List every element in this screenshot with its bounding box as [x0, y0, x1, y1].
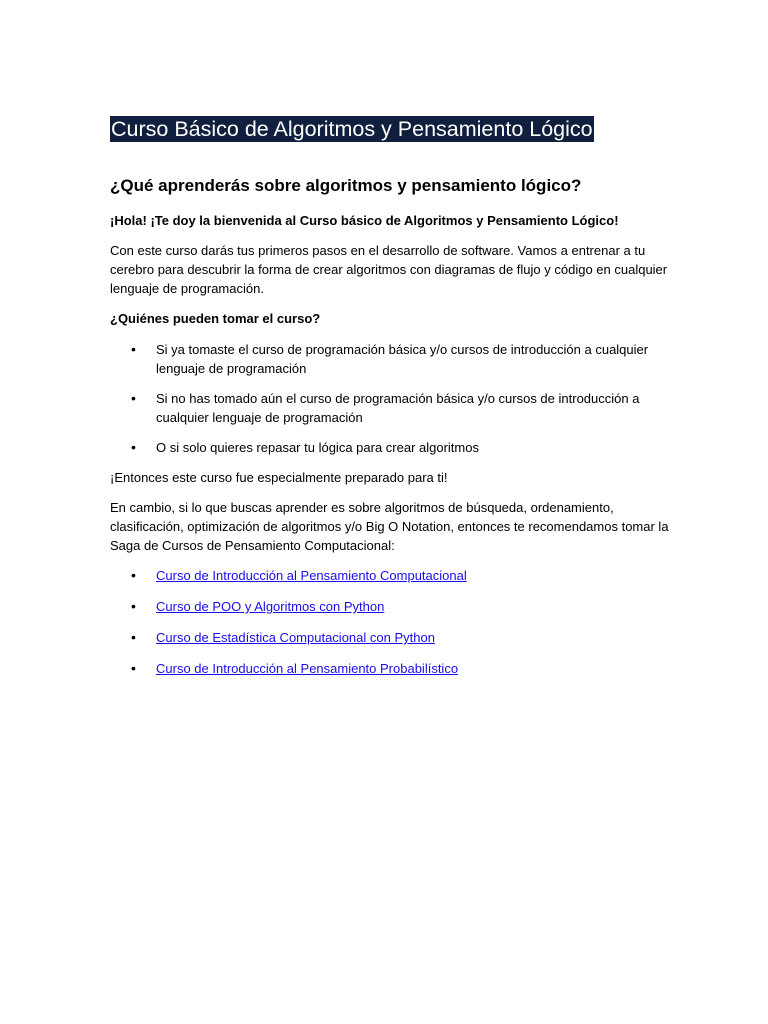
intro-paragraph: Con este curso darás tus primeros pasos en el desarrollo de software. Vamos a entrenar a tu cerebro para descubrir la forma de crear algoritmos con diagramas de flujo y código en cualquier lenguaje de programación.: [110, 243, 668, 296]
list-item: [110, 659, 670, 678]
course-link-intro-computational-thinking[interactable]: Curso de Introducción al Pensamiento Computacional: [156, 568, 467, 583]
closing-paragraph: ¡Entonces este curso fue especialmente preparado para ti!: [110, 470, 448, 485]
greeting-paragraph: ¡Hola! ¡Te doy la bienvenida al Curso básico de Algoritmos y Pensamiento Lógico!: [110, 213, 619, 228]
list-item: [110, 566, 670, 585]
document-page: [110, 116, 670, 678]
section-heading: ¿Qué aprenderás sobre algoritmos y pensamiento lógico?: [110, 176, 582, 195]
list-item: [110, 597, 670, 616]
recommendation-paragraph: En cambio, si lo que buscas aprender es sobre algoritmos de búsqueda, ordenamiento, clasificación, optimización de algoritmos y/o Big O Notation, entonces te recomendamos tomar la Saga de Cursos de Pensamiento Computacional:: [110, 500, 669, 553]
course-links-list: [110, 566, 670, 678]
course-link-intro-probabilistic-thinking[interactable]: Curso de Introducción al Pensamiento Probabilístico: [156, 661, 459, 676]
course-link-oop-algorithms-python[interactable]: Curso de POO y Algoritmos con Python: [156, 599, 385, 614]
list-item: • Si ya tomaste el curso de programación básica y/o cursos de introducción a cualquier lenguaje de programación: [110, 340, 670, 378]
audience-list: [110, 340, 670, 457]
audience-heading: ¿Quiénes pueden tomar el curso?: [110, 311, 321, 326]
course-link-computational-statistics-python[interactable]: Curso de Estadística Computacional con Python: [156, 630, 435, 645]
list-item: [110, 628, 670, 647]
list-item: • Si no has tomado aún el curso de programación básica y/o cursos de introducción a cualquier lenguaje de programación: [110, 389, 670, 427]
document-title: Curso Básico de Algoritmos y Pensamiento Lógico: [111, 117, 593, 141]
list-item: • O si solo quieres repasar tu lógica para crear algoritmos: [110, 438, 670, 457]
